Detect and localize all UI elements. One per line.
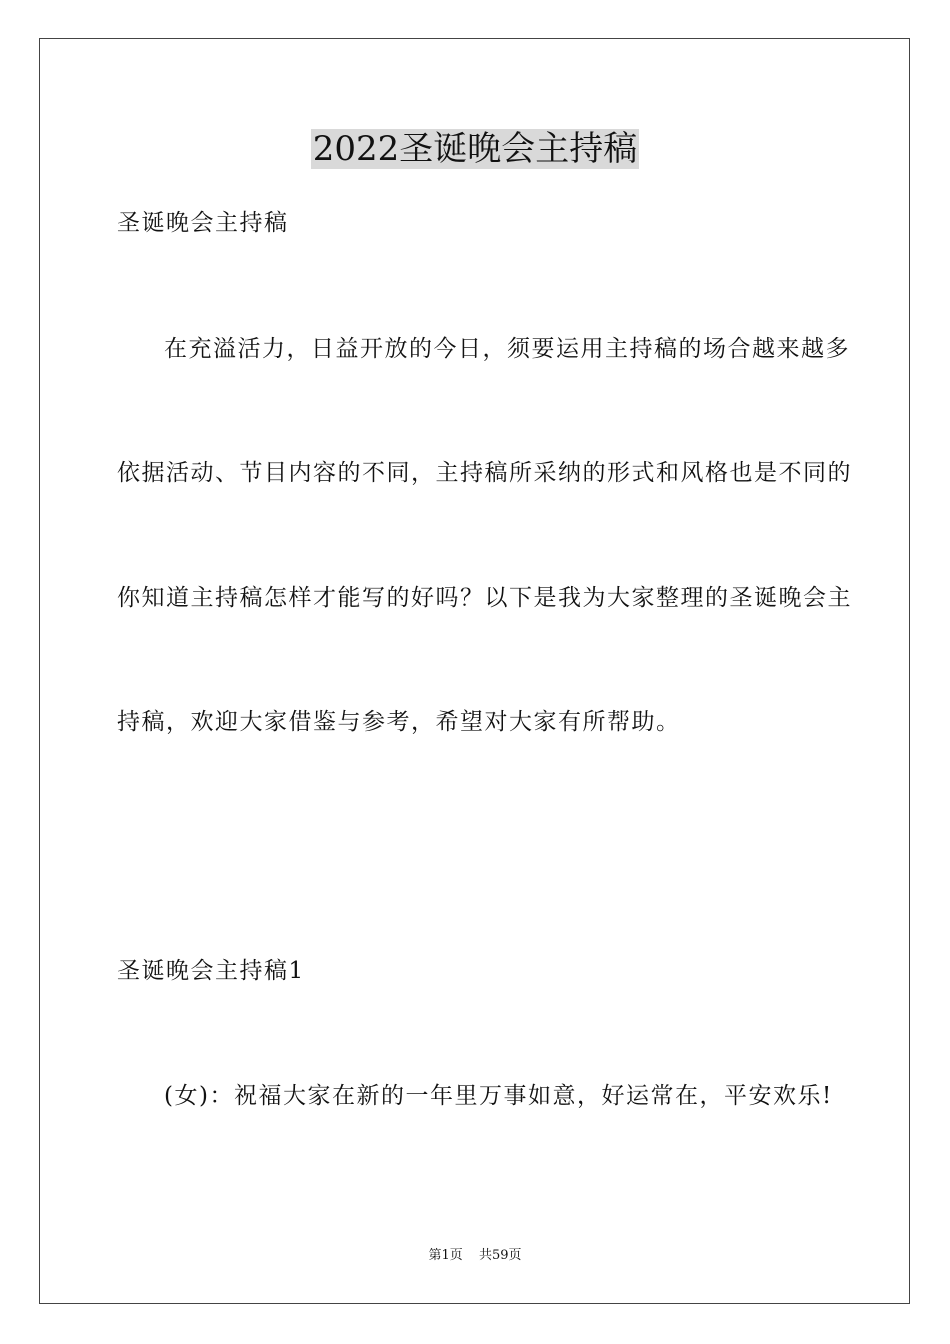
section-heading: 圣诞晚会主持稿1 [117,958,305,984]
document-title: 2022圣诞晚会主持稿 [312,129,638,169]
page-number-total: 共59页 [478,1248,522,1263]
section-line-1: (女)：祝福大家在新的一年里万事如意，好运常在，平安欢乐! [164,1083,833,1109]
page-number-current: 第1页 [428,1248,463,1263]
intro-line-1: 在充溢活力，日益开放的今日，须要运用主持稿的场合越来越多 [164,336,850,362]
document-subtitle: 圣诞晚会主持稿 [117,210,289,236]
page-footer [0,1247,950,1265]
intro-line-4: 持稿，欢迎大家借鉴与参考，希望对大家有所帮助。 [117,709,681,735]
intro-line-2: 依据活动、节目内容的不同，主持稿所采纳的形式和风格也是不同的 [117,460,852,486]
intro-line-3: 你知道主持稿怎样才能写的好吗？以下是我为大家整理的圣诞晚会主 [117,585,852,611]
document-title-container [0,128,950,170]
